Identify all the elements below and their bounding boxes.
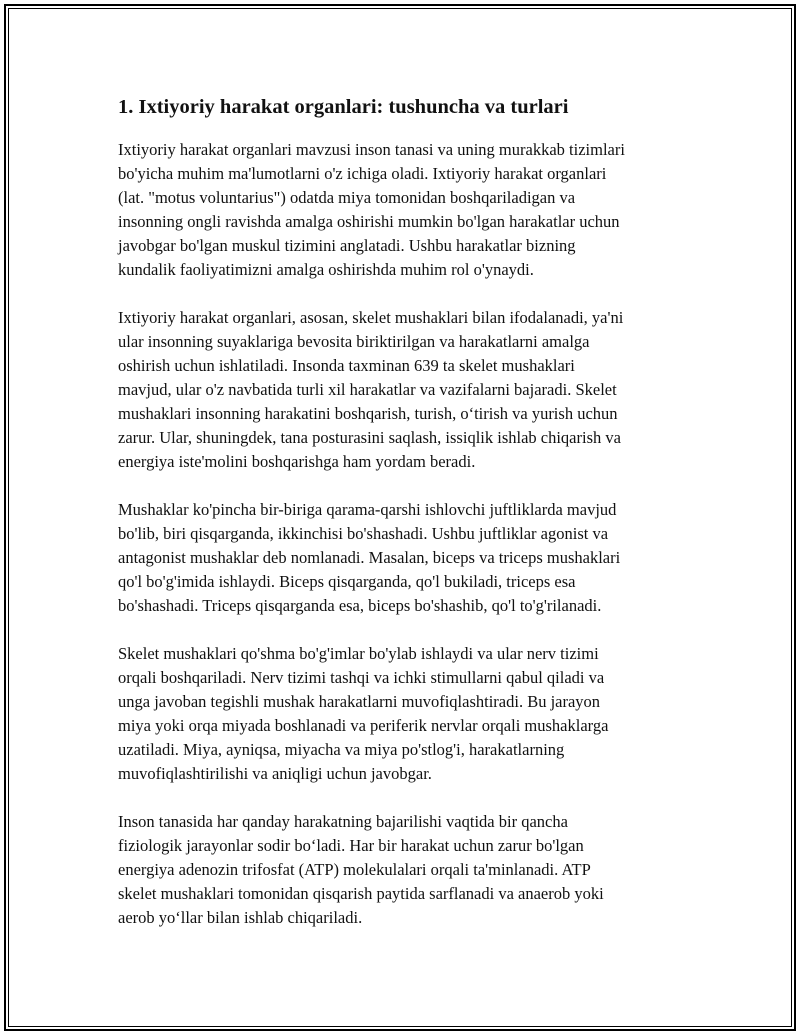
paragraph-line: mavjud, ular o'z navbatida turli xil harakatlar va vazifalarni bajaradi. Skelet	[118, 380, 617, 399]
paragraph-line: miya yoki orqa miyada boshlanadi va periferik nervlar orqali mushaklarga	[118, 716, 609, 735]
paragraph-line: Skelet mushaklari qo'shma bo'g'imlar bo'ylab ishlaydi va ular nerv tizimi	[118, 644, 599, 663]
paragraph-line: zarur. Ular, shuningdek, tana posturasini saqlash, issiqlik ishlab chiqarish va	[118, 428, 621, 447]
paragraph-line: Mushaklar ko'pincha bir-biriga qarama-qarshi ishlovchi juftliklarda mavjud	[118, 500, 617, 519]
paragraph-line: energiya iste'molini boshqarishga ham yordam beradi.	[118, 452, 476, 471]
paragraph-line: aerob yo‘llar bilan ishlab chiqariladi.	[118, 908, 363, 927]
paragraph-line: muvofiqlashtirilishi va aniqligi uchun javobgar.	[118, 764, 432, 783]
section-heading: 1. Ixtiyoriy harakat organlari: tushuncha va turlari	[118, 96, 569, 118]
paragraph-line: javobgar bo'lgan muskul tizimini anglatadi. Ushbu harakatlar bizning	[118, 236, 576, 255]
paragraph-line: fiziologik jarayonlar sodir bo‘ladi. Har bir harakat uchun zarur bo'lgan	[118, 836, 584, 855]
paragraph-line: energiya adenozin trifosfat (ATP) molekulalari orqali ta'minlanadi. ATP	[118, 860, 591, 879]
paragraph-3	[118, 498, 698, 618]
paragraph-line: bo'shashadi. Triceps qisqarganda esa, biceps bo'shashib, qo'l to'g'rilanadi.	[118, 596, 602, 615]
paragraph-line: Ixtiyoriy harakat organlari mavzusi inson tanasi va uning murakkab tizimlari	[118, 140, 625, 159]
paragraph-5	[118, 810, 698, 930]
paragraph-line: (lat. "motus voluntarius") odatda miya tomonidan boshqariladigan va	[118, 188, 576, 207]
paragraph-line: orqali boshqariladi. Nerv tizimi tashqi va ichki stimullarni qabul qiladi va	[118, 668, 605, 687]
paragraph-4	[118, 642, 698, 786]
paragraph-line: ular insonning suyaklariga bevosita biriktirilgan va harakatlarni amalga	[118, 332, 590, 351]
paragraph-line: uzatiladi. Miya, ayniqsa, miyacha va miya po'stlog'i, harakatlarning	[118, 740, 565, 759]
paragraph-line: mushaklari insonning harakatini boshqarish, turish, o‘tirish va yurish uchun	[118, 404, 618, 423]
paragraph-line: Ixtiyoriy harakat organlari, asosan, skelet mushaklari bilan ifodalanadi, ya'ni	[118, 308, 624, 327]
paragraph-line: unga javoban tegishli mushak harakatlarni muvofiqlashtiradi. Bu jarayon	[118, 692, 601, 711]
paragraph-line: bo'lib, biri qisqarganda, ikkinchisi bo'shashadi. Ushbu juftliklar agonist va	[118, 524, 609, 543]
paragraph-1	[118, 138, 698, 282]
paragraph-line: Inson tanasida har qanday harakatning bajarilishi vaqtida bir qancha	[118, 812, 568, 831]
paragraph-line: qo'l bo'g'imida ishlaydi. Biceps qisqarganda, qo'l bukiladi, triceps esa	[118, 572, 576, 591]
paragraph-line: kundalik faoliyatimizni amalga oshirishda muhim rol o'ynaydi.	[118, 260, 534, 279]
paragraph-line: antagonist mushaklar deb nomlanadi. Masalan, biceps va triceps mushaklari	[118, 548, 621, 567]
paragraph-2	[118, 306, 698, 474]
paragraph-line: insonning ongli ravishda amalga oshirishi mumkin bo'lgan harakatlar uchun	[118, 212, 620, 231]
paragraph-line: oshirish uchun ishlatiladi. Insonda taxminan 639 ta skelet mushaklari	[118, 356, 575, 375]
document-content	[118, 94, 698, 954]
paragraph-line: bo'yicha muhim ma'lumotlarni o'z ichiga oladi. Ixtiyoriy harakat organlari	[118, 164, 607, 183]
paragraph-line: skelet mushaklari tomonidan qisqarish paytida sarflanadi va anaerob yoki	[118, 884, 604, 903]
